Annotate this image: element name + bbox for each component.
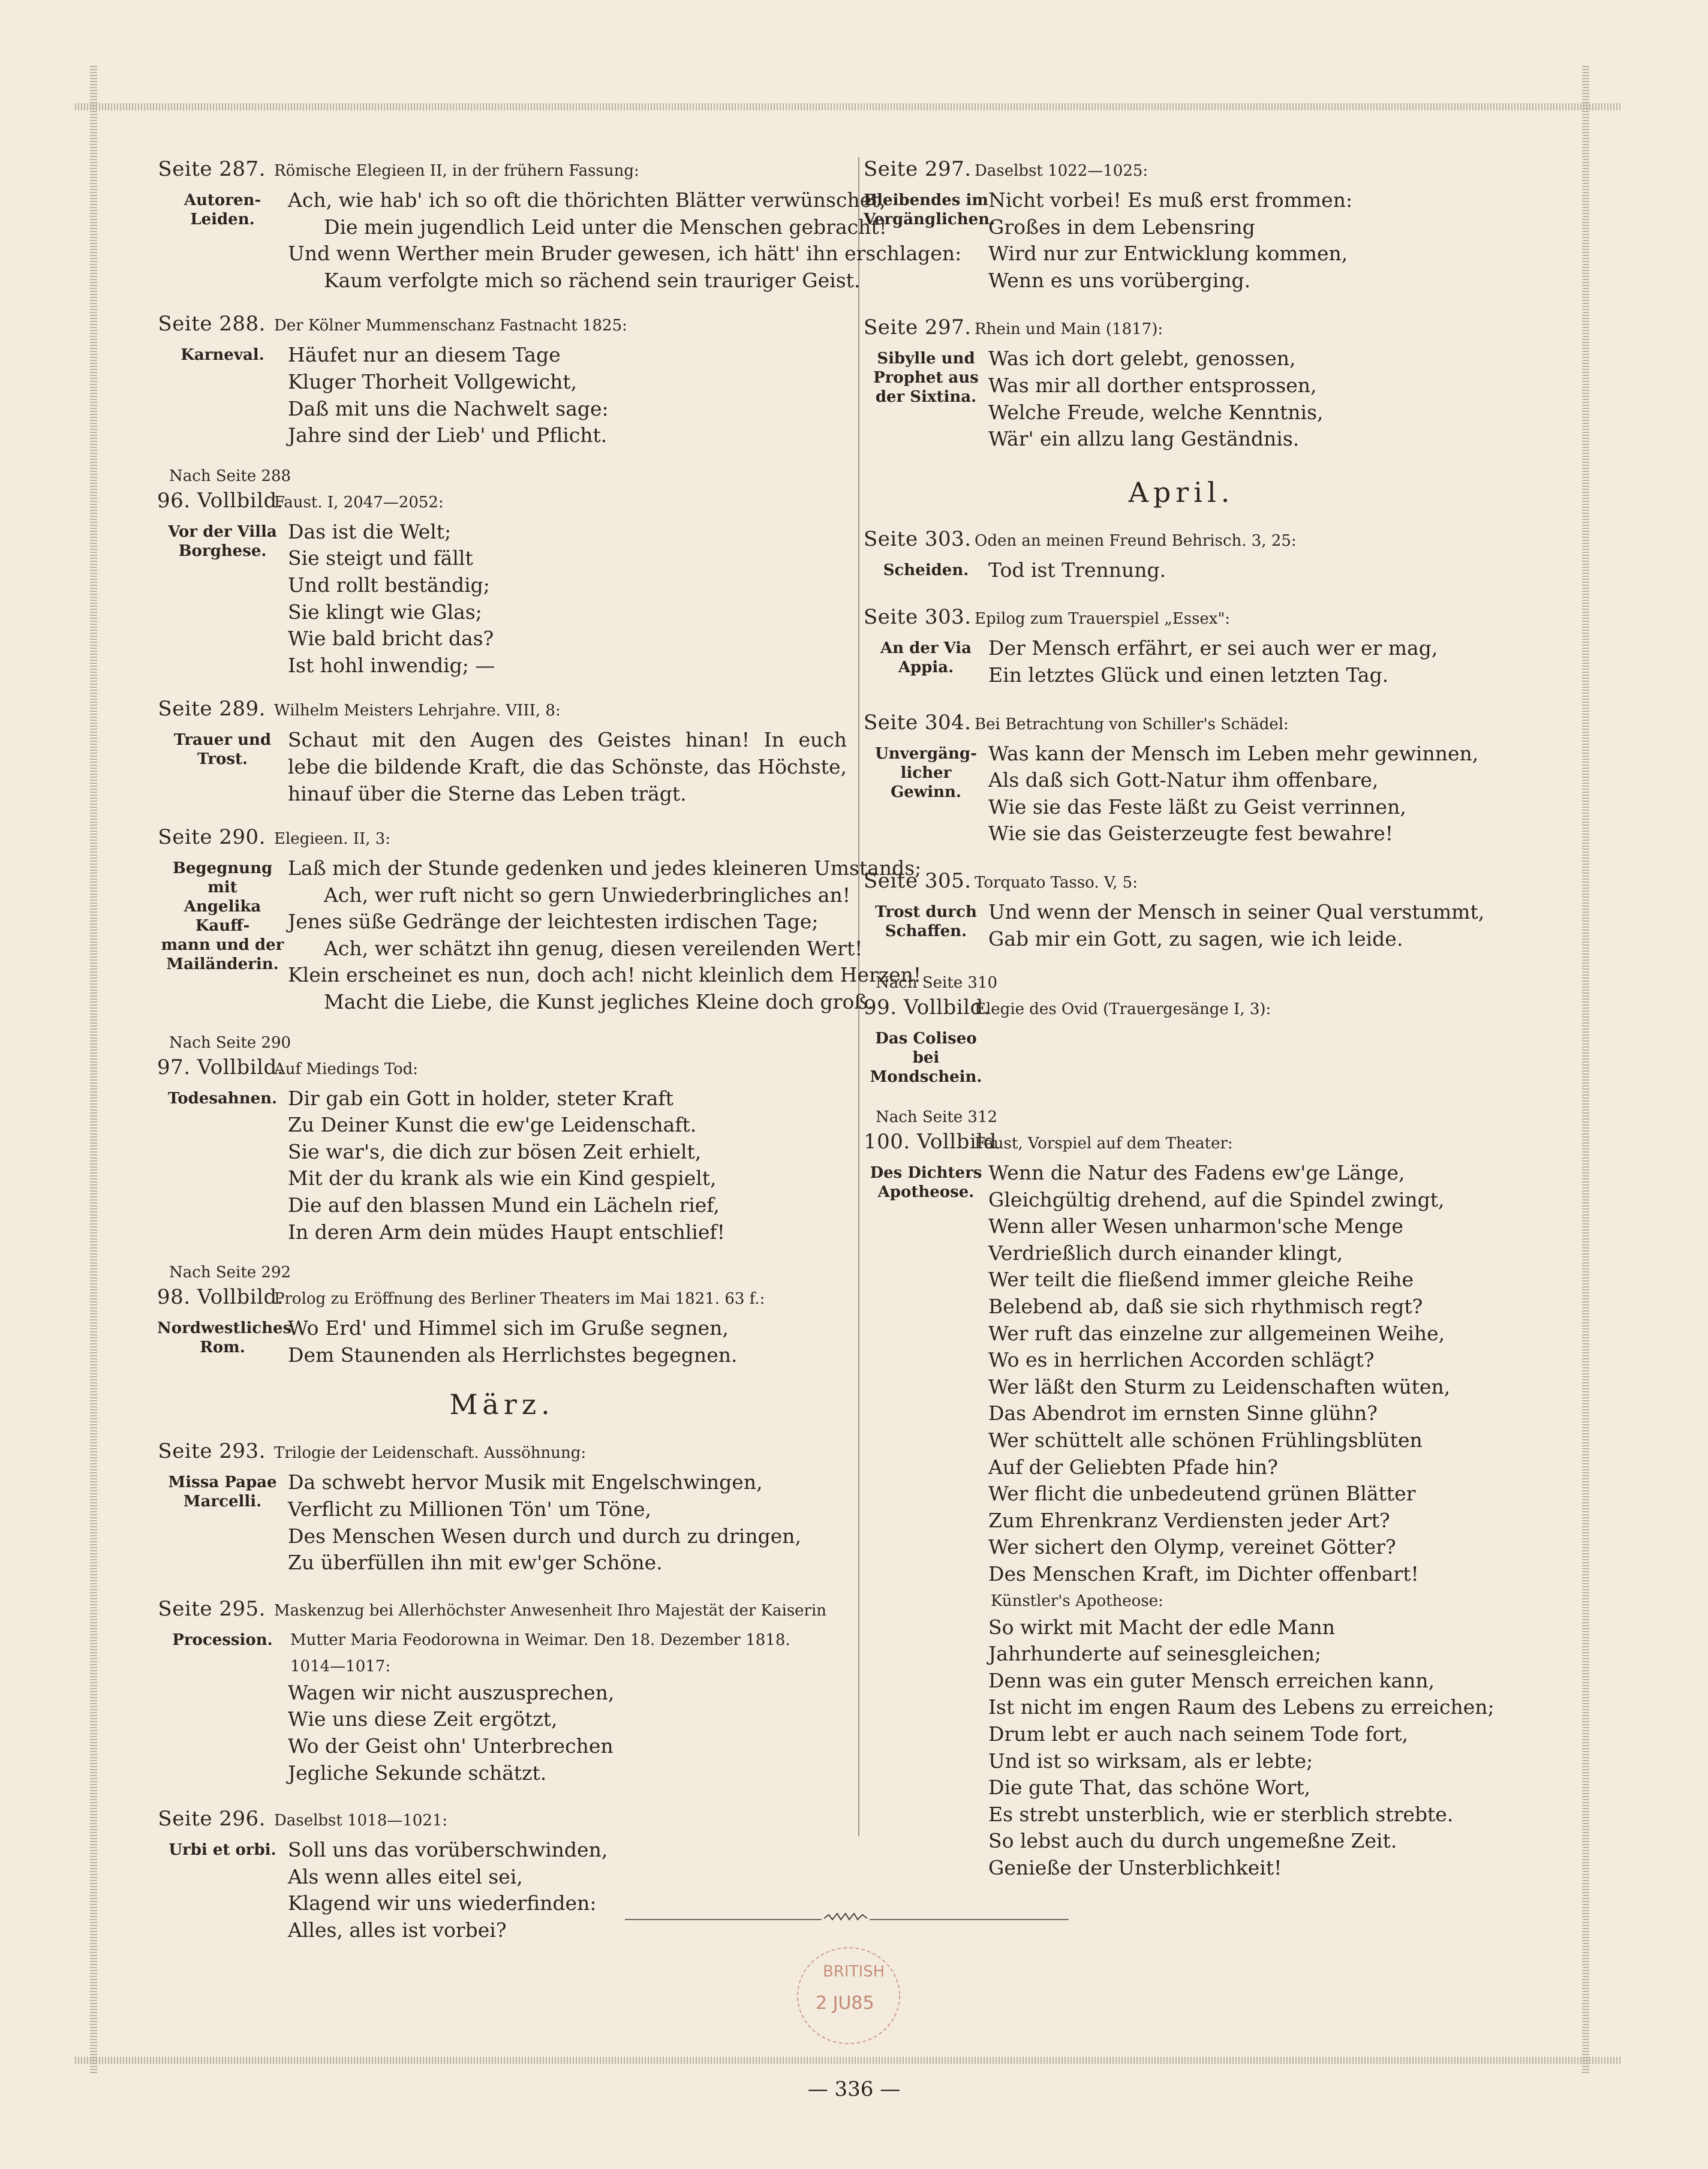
plate-note: Nach Seite 312 bbox=[876, 1108, 998, 1127]
verse-line: Wie sie das Feste läßt zu Geist verrinnen, bbox=[988, 795, 1406, 819]
illustration-title bbox=[157, 187, 288, 294]
entry-header bbox=[864, 527, 1499, 557]
illustration-title-line: Mailänderin. bbox=[166, 955, 279, 974]
left-border-rule bbox=[90, 66, 97, 2075]
page-reference: Seite 287. bbox=[158, 157, 266, 181]
page-reference: Seite 288. bbox=[158, 312, 266, 336]
verse-line: Der Mensch erfährt, er sei auch wer er mag, bbox=[988, 636, 1438, 660]
verse-lines bbox=[288, 855, 921, 1016]
verse-line: Zu überfüllen ihn mit ew'ger Schöne. bbox=[288, 1551, 663, 1575]
source-reference: Daselbst 1022—1025: bbox=[975, 162, 1148, 180]
plate-note: Nach Seite 288 bbox=[169, 467, 291, 485]
verse-line: Klagend wir uns wiederfinden: bbox=[288, 1891, 597, 1915]
verse-line: Wagen wir nicht auszusprechen, bbox=[288, 1680, 615, 1704]
illustration-title-line: Marcelli. bbox=[183, 1493, 262, 1511]
illustration-title-line: Borghese. bbox=[178, 542, 267, 560]
entry-body bbox=[157, 519, 847, 679]
illustration-title-line: Autoren- bbox=[184, 191, 261, 209]
verse-line: Und wenn der Mensch in seiner Qual verstummt, bbox=[988, 900, 1485, 923]
verse-line: Denn was ein guter Mensch erreichen kann, bbox=[988, 1668, 1435, 1692]
verse-lines bbox=[988, 1025, 1499, 1087]
source-reference: Epilog zum Trauerspiel „Essex": bbox=[975, 610, 1231, 628]
verse-line: Gab mir ein Gott, zu sagen, wie ich leide. bbox=[988, 926, 1403, 950]
entry-header bbox=[864, 869, 1499, 899]
illustration-title-line: mann und der bbox=[161, 936, 284, 955]
verse-line: Verdrießlich durch einander klingt, bbox=[988, 1241, 1343, 1265]
illustration-title-line: Appia. bbox=[898, 658, 954, 677]
month-heading-maerz: März. bbox=[449, 1388, 555, 1421]
source-reference: Bei Betrachtung von Schiller's Schädel: bbox=[975, 715, 1289, 733]
illustration-title bbox=[864, 635, 988, 688]
verse-line: Großes in dem Lebensring bbox=[988, 215, 1255, 239]
entry bbox=[157, 697, 847, 807]
illustration-title bbox=[157, 855, 288, 1016]
verse-line: Sie war's, die dich zur bösen Zeit erhielt, bbox=[288, 1139, 702, 1163]
entry-body bbox=[157, 1627, 847, 1786]
entry-body bbox=[157, 1469, 847, 1576]
verse-line: hinauf über die Sterne das Leben trägt. bbox=[288, 781, 687, 805]
illustration-title-line: Leiden. bbox=[190, 210, 255, 228]
illustration-title bbox=[157, 1627, 288, 1786]
verse-line: Als daß sich Gott-Natur ihm offenbare, bbox=[988, 768, 1379, 792]
entry bbox=[157, 312, 847, 449]
verse-line: Wo es in herrlichen Accorden schlägt? bbox=[988, 1348, 1375, 1372]
verse-line: Jahrhunderte auf seinesgleichen; bbox=[988, 1642, 1322, 1666]
verse-line: Und wenn Werther mein Bruder gewesen, ich hätt' ihn erschlagen: bbox=[288, 242, 962, 266]
entry-header bbox=[157, 697, 847, 727]
verse-line: Und rollt beständig; bbox=[288, 573, 490, 597]
verse-line: Was ich dort gelebt, genossen, bbox=[988, 347, 1296, 371]
verse-line: Zu Deiner Kunst die ew'ge Leidenschaft. bbox=[288, 1113, 697, 1137]
entry-header bbox=[864, 157, 1499, 187]
entry-header bbox=[864, 995, 1499, 1025]
source-reference: Prolog zu Eröffnung des Berliner Theaters im Mai 1821. 63 f.: bbox=[274, 1290, 765, 1308]
page-reference: 96. Vollbild. bbox=[157, 488, 284, 513]
verse-line: Alles, alles ist vorbei? bbox=[288, 1918, 507, 1942]
verse-line: Wie sie das Geisterzeugte fest bewahre! bbox=[988, 822, 1393, 846]
verse-lines bbox=[988, 741, 1499, 847]
illustration-title-line: Missa Papae bbox=[168, 1473, 277, 1492]
verse-line: Soll uns das vorüberschwinden, bbox=[288, 1838, 608, 1862]
entry-body bbox=[864, 741, 1499, 847]
illustration-title-line: Unvergäng- bbox=[875, 744, 977, 763]
source-reference: Elegie des Ovid (Trauergesänge I, 3): bbox=[975, 1000, 1271, 1019]
entry bbox=[157, 1807, 847, 1944]
verse-lines bbox=[988, 899, 1499, 952]
source-reference: Faust. I, 2047—2052: bbox=[274, 493, 444, 512]
verse-line: Die mein jugendlich Leid unter die Menschen gebracht! bbox=[324, 215, 887, 239]
library-stamp bbox=[792, 1942, 906, 2050]
verse-lines bbox=[288, 1085, 847, 1246]
verse-line: Ist hohl inwendig; — bbox=[288, 653, 495, 677]
entry-body bbox=[864, 1160, 1499, 1881]
verse-line: Das ist die Welt; bbox=[288, 519, 452, 543]
source-reference: Auf Miedings Tod: bbox=[274, 1060, 419, 1078]
illustration-title bbox=[864, 187, 996, 294]
illustration-title-line: Nordwestliches bbox=[157, 1319, 292, 1338]
entry-body bbox=[157, 1085, 847, 1246]
verse-line: Auf der Geliebten Pfade hin? bbox=[988, 1455, 1278, 1479]
illustration-title-line: Angelika Kauff- bbox=[184, 898, 261, 935]
entry-header bbox=[157, 489, 847, 519]
verse-line: Schaut mit den Augen des Geistes hinan! In euch bbox=[288, 728, 847, 752]
entry bbox=[157, 1264, 847, 1368]
verse-line: Wer läßt den Sturm zu Leidenschaften wüten, bbox=[988, 1374, 1451, 1398]
verse-line: Wo Erd' und Himmel sich im Gruße segnen, bbox=[288, 1316, 729, 1340]
plate-note: Nach Seite 290 bbox=[169, 1033, 291, 1052]
verse-line: Drum lebt er auch nach seinem Tode fort, bbox=[988, 1722, 1408, 1746]
entry-body bbox=[157, 727, 847, 807]
illustration-title bbox=[157, 1469, 288, 1576]
verse-line: Wer schüttelt alle schönen Frühlingsblüten bbox=[988, 1428, 1423, 1452]
page-reference: 100. Vollbild bbox=[864, 1130, 997, 1154]
plate-note: Nach Seite 292 bbox=[169, 1264, 291, 1282]
illustration-title-line: Vergänglichen. bbox=[864, 210, 996, 228]
page-reference: Seite 303. bbox=[864, 605, 972, 630]
verse-lines bbox=[988, 1160, 1499, 1881]
verse-line: Ein letztes Glück und einen letzten Tag. bbox=[988, 663, 1389, 687]
illustration-title-line: der Sixtina. bbox=[875, 388, 977, 407]
verse-line: Dem Staunenden als Herrlichstes begegnen. bbox=[288, 1343, 738, 1367]
illustration-title-line: licher Gewinn. bbox=[891, 763, 961, 801]
source-reference: Elegieen. II, 3: bbox=[274, 830, 391, 849]
illustration-title bbox=[864, 741, 988, 847]
month-heading-april: April. bbox=[1128, 476, 1235, 509]
verse-line: Ach, wer ruft nicht so gern Unwiederbringliches an! bbox=[324, 883, 850, 907]
entry bbox=[864, 527, 1499, 584]
page-reference: Seite 297. bbox=[864, 315, 972, 340]
illustration-title bbox=[864, 1160, 988, 1881]
verse-lines bbox=[988, 345, 1499, 452]
verse-line: Was mir all dorther entsprossen, bbox=[988, 373, 1317, 397]
verse-line: Des Menschen Wesen durch und durch zu dringen, bbox=[288, 1524, 802, 1548]
entry bbox=[864, 605, 1499, 688]
entry-body bbox=[157, 342, 847, 449]
verse-line: Sie steigt und fällt bbox=[288, 546, 473, 570]
verse-line: Wenn es uns vorüberging. bbox=[988, 268, 1251, 292]
verse-line: So wirkt mit Macht der edle Mann bbox=[988, 1615, 1335, 1639]
entry-header bbox=[864, 711, 1499, 741]
illustration-title-line: Sibylle und bbox=[877, 350, 975, 368]
illustration-title-line: Vor der Villa bbox=[168, 522, 277, 541]
verse-line: Mit der du krank als wie ein Kind gespielt, bbox=[288, 1166, 717, 1190]
entry-header bbox=[157, 1285, 847, 1315]
verse-line: Des Menschen Kraft, im Dichter offenbart! bbox=[988, 1562, 1419, 1586]
entry-header bbox=[157, 1055, 847, 1085]
verse-line: Daß mit uns die Nachwelt sage: bbox=[288, 396, 609, 420]
page-reference: Seite 289. bbox=[158, 697, 266, 721]
verse-lines bbox=[288, 342, 847, 449]
entry bbox=[864, 157, 1499, 294]
entry-body bbox=[157, 1315, 847, 1368]
entry bbox=[864, 974, 1499, 1087]
verse-lines bbox=[988, 557, 1499, 584]
entry-body bbox=[864, 557, 1499, 584]
entry-body bbox=[157, 1837, 847, 1944]
verse-lines bbox=[988, 187, 1499, 294]
verse-line: Wer teilt die fließend immer gleiche Reihe bbox=[988, 1268, 1414, 1292]
verse-line: Wo der Geist ohn' Unterbrechen bbox=[288, 1734, 614, 1758]
entry bbox=[864, 315, 1499, 452]
entry bbox=[157, 1439, 847, 1576]
illustration-title-line: Rom. bbox=[200, 1338, 245, 1357]
verse-line: Kaum verfolgte mich so rächend sein trauriger Geist. bbox=[324, 268, 861, 292]
entry-body bbox=[864, 635, 1499, 688]
entry-header bbox=[157, 1439, 847, 1469]
verse-line: Ach, wie hab' ich so oft die thörichten Blätter verwünschet, bbox=[288, 188, 886, 212]
right-border-rule bbox=[1582, 66, 1589, 2075]
source-reference-cont: 1014—1017: bbox=[290, 1657, 391, 1675]
right-column bbox=[864, 157, 1499, 1903]
right-entries-2 bbox=[864, 527, 1499, 1882]
plate-note: Nach Seite 310 bbox=[876, 974, 998, 992]
page-reference: 99. Vollbild. bbox=[864, 995, 991, 1020]
verse-lines bbox=[288, 1469, 847, 1576]
entry-header bbox=[864, 1130, 1499, 1160]
verse-line: Wird nur zur Entwicklung kommen, bbox=[988, 242, 1348, 266]
verse-line: Wie bald bricht das? bbox=[288, 627, 494, 651]
verse-line: Wenn die Natur des Fadens ew'ge Länge, bbox=[988, 1161, 1405, 1185]
verse-line: Was kann der Mensch im Leben mehr gewinnen, bbox=[988, 741, 1479, 765]
verse-lines bbox=[288, 1315, 847, 1368]
page-reference: Seite 303. bbox=[864, 527, 972, 551]
illustration-title-line: Trost durch bbox=[875, 903, 977, 921]
illustration-title-line: Trost. bbox=[197, 750, 248, 769]
illustration-title bbox=[864, 557, 988, 584]
entry-header bbox=[864, 315, 1499, 345]
verse-line: Ach, wer schätzt ihn genug, diesen vereilenden Wert! bbox=[324, 936, 863, 960]
verse-line: Zum Ehrenkranz Verdiensten jeder Art? bbox=[988, 1508, 1390, 1532]
verse-lines bbox=[288, 187, 961, 294]
entry bbox=[864, 869, 1499, 952]
verse-line: Dir gab ein Gott in holder, steter Kraft bbox=[288, 1086, 673, 1110]
verse-line: So lebst auch du durch ungemeßne Zeit. bbox=[988, 1829, 1397, 1853]
page-reference: 98. Vollbild. bbox=[157, 1285, 284, 1310]
entry bbox=[157, 1034, 847, 1246]
page-reference: Seite 305. bbox=[864, 868, 972, 893]
squiggle-ornament-icon bbox=[822, 1908, 870, 1926]
verse-line: Die gute That, das schöne Wort, bbox=[988, 1776, 1310, 1800]
verse-line: Kluger Thorheit Vollgewicht, bbox=[288, 369, 578, 393]
entry bbox=[157, 467, 847, 679]
verse-line: Wer flicht die unbedeutend grünen Blätter bbox=[988, 1482, 1416, 1506]
entry-header bbox=[864, 605, 1499, 635]
entry-body bbox=[864, 345, 1499, 452]
source-reference: Der Kölner Mummenschanz Fastnacht 1825: bbox=[274, 317, 627, 335]
illustration-title bbox=[157, 519, 288, 679]
verse-line: In deren Arm dein müdes Haupt entschlief! bbox=[288, 1220, 725, 1244]
verse-lines bbox=[288, 727, 847, 807]
source-reference: Wilhelm Meisters Lehrjahre. VIII, 8: bbox=[274, 702, 561, 720]
source-reference: Daselbst 1018—1021: bbox=[274, 1812, 448, 1830]
verse-line: Wer sichert den Olymp, vereinet Götter? bbox=[988, 1535, 1396, 1559]
verse-line: Wär' ein allzu lang Geständnis. bbox=[988, 427, 1300, 451]
source-reference: Torquato Tasso. V, 5: bbox=[975, 873, 1138, 892]
sub-reference: Künstler's Apotheose: bbox=[991, 1592, 1163, 1610]
illustration-title-line: Apotheose. bbox=[877, 1183, 975, 1202]
verse-lines bbox=[988, 635, 1499, 688]
verse-lines bbox=[288, 519, 847, 679]
entry-body bbox=[864, 899, 1499, 952]
entry bbox=[864, 1108, 1499, 1881]
source-reference: Trilogie der Leidenschaft. Aussöhnung: bbox=[274, 1444, 587, 1463]
entry-header bbox=[157, 312, 847, 342]
page-reference: Seite 297. bbox=[864, 157, 972, 181]
entry bbox=[864, 711, 1499, 847]
bottom-border-rule bbox=[75, 2057, 1622, 2064]
source-reference-cont: Mutter Maria Feodorowna in Weimar. Den 18. Dezember 1818. bbox=[290, 1630, 790, 1649]
stamp-top-text: BRITISH bbox=[823, 1963, 885, 1981]
verse-line: Wenn aller Wesen unharmon'sche Menge bbox=[988, 1214, 1403, 1238]
verse-line: Gleichgültig drehend, auf die Spindel zwingt, bbox=[988, 1187, 1445, 1211]
source-reference: Oden an meinen Freund Behrisch. 3, 25: bbox=[975, 531, 1297, 550]
verse-line: Da schwebt hervor Musik mit Engelschwingen, bbox=[288, 1470, 763, 1494]
illustration-title-line: bei Mondschein. bbox=[870, 1049, 982, 1087]
stamp-date: 2 JU85 bbox=[816, 1993, 874, 2014]
illustration-title-line: Procession. bbox=[172, 1630, 273, 1649]
entry-header bbox=[157, 157, 847, 187]
illustration-title bbox=[157, 1085, 288, 1246]
entry-header bbox=[157, 1597, 847, 1627]
verse-line: Laß mich der Stunde gedenken und jedes kleineren Umstands; bbox=[288, 856, 922, 880]
verse-line: Tod ist Trennung. bbox=[988, 558, 1166, 582]
page-reference: Seite 295. bbox=[158, 1596, 266, 1621]
verse-line: Sie klingt wie Glas; bbox=[288, 600, 482, 624]
source-reference: Römische Elegieen II, in der frühern Fassung: bbox=[274, 162, 639, 180]
verse-line: Jahre sind der Lieb' und Pflicht. bbox=[288, 423, 608, 447]
verse-line: lebe die bildende Kraft, die das Schönste, das Höchste, bbox=[288, 754, 847, 778]
illustration-title-line: Begegnung mit bbox=[172, 859, 273, 897]
verse-line: Nicht vorbei! Es muß erst frommen: bbox=[988, 188, 1353, 212]
illustration-title-line: Schaffen. bbox=[885, 922, 967, 940]
illustration-title-line: Das Coliseo bbox=[875, 1030, 977, 1048]
verse-line: Es strebt unsterblich, wie er sterblich strebte. bbox=[988, 1802, 1454, 1826]
illustration-title bbox=[864, 899, 988, 952]
verse-lines bbox=[288, 1627, 847, 1786]
verse-line: Macht die Liebe, die Kunst jegliches Kleine doch groß. bbox=[324, 990, 874, 1014]
left-entries-2 bbox=[157, 1439, 847, 1944]
verse-line: Genieße der Unsterblichkeit! bbox=[988, 1855, 1282, 1879]
illustration-title-line: Bleibendes im bbox=[864, 191, 988, 209]
illustration-title bbox=[864, 1025, 988, 1087]
verse-lines bbox=[288, 1837, 847, 1944]
entry-body bbox=[864, 187, 1499, 294]
page-reference: Seite 293. bbox=[158, 1439, 266, 1464]
illustration-title-line: Urbi et orbi. bbox=[169, 1841, 276, 1860]
illustration-title-line: Todesahnen. bbox=[167, 1089, 278, 1108]
page-reference: Seite 290. bbox=[158, 825, 266, 850]
verse-line: Häufet nur an diesem Tage bbox=[288, 343, 561, 367]
verse-line: Jegliche Sekunde schätzt. bbox=[288, 1761, 547, 1785]
entry-body bbox=[864, 1025, 1499, 1087]
verse-line: Ist nicht im engen Raum des Lebens zu erreichen; bbox=[988, 1695, 1494, 1719]
verse-line: Jenes süße Gedränge der leichtesten irdischen Tage; bbox=[288, 910, 819, 934]
illustration-title bbox=[157, 342, 288, 449]
entry-header bbox=[157, 1807, 847, 1837]
verse-line: Wer ruft das einzelne zur allgemeinen Weihe, bbox=[988, 1321, 1445, 1345]
verse-line: Belebend ab, daß sie sich rhythmisch regt? bbox=[988, 1295, 1423, 1319]
illustration-title-line: Des Dichters bbox=[870, 1164, 982, 1183]
right-entries bbox=[864, 157, 1499, 453]
verse-line: Verflicht zu Millionen Tön' um Töne, bbox=[288, 1497, 652, 1521]
page-reference: Seite 304. bbox=[864, 710, 972, 735]
illustration-title-line: Prophet aus bbox=[873, 369, 979, 387]
verse-line: Die auf den blassen Mund ein Lächeln rief, bbox=[288, 1193, 720, 1217]
illustration-title bbox=[157, 1315, 292, 1368]
page-reference: Seite 296. bbox=[158, 1807, 266, 1831]
illustration-title bbox=[157, 727, 288, 807]
page-reference: 97. Vollbild. bbox=[157, 1055, 284, 1079]
page-number: — 336 — bbox=[807, 2077, 901, 2101]
source-reference: Maskenzug bei Allerhöchster Anwesenheit Ihro Majestät der Kaiserin bbox=[274, 1601, 827, 1620]
verse-line: Wie uns diese Zeit ergötzt, bbox=[288, 1707, 558, 1731]
illustration-title bbox=[864, 345, 988, 452]
entry-header bbox=[157, 825, 847, 855]
illustration-title-line: Trauer und bbox=[173, 731, 272, 750]
source-reference: Rhein und Main (1817): bbox=[975, 320, 1163, 339]
verse-line: Und ist so wirksam, als er lebte; bbox=[988, 1749, 1313, 1773]
illustration-title-line: Scheiden. bbox=[883, 561, 969, 579]
verse-line: Welche Freude, welche Kenntnis, bbox=[988, 400, 1324, 424]
source-reference: Faust, Vorspiel auf dem Theater: bbox=[975, 1135, 1233, 1153]
verse-line: Klein erscheinet es nun, doch ach! nicht kleinlich dem Herzen! bbox=[288, 963, 922, 987]
verse-line: Das Abendrot im ernsten Sinne glühn? bbox=[988, 1401, 1378, 1425]
illustration-title-line: An der Via bbox=[880, 639, 972, 658]
illustration-title bbox=[157, 1837, 288, 1944]
verse-line: Als wenn alles eitel sei, bbox=[288, 1864, 523, 1888]
entry bbox=[157, 1597, 847, 1786]
illustration-title-line: Karneval. bbox=[181, 346, 264, 365]
top-border-rule bbox=[75, 103, 1622, 110]
